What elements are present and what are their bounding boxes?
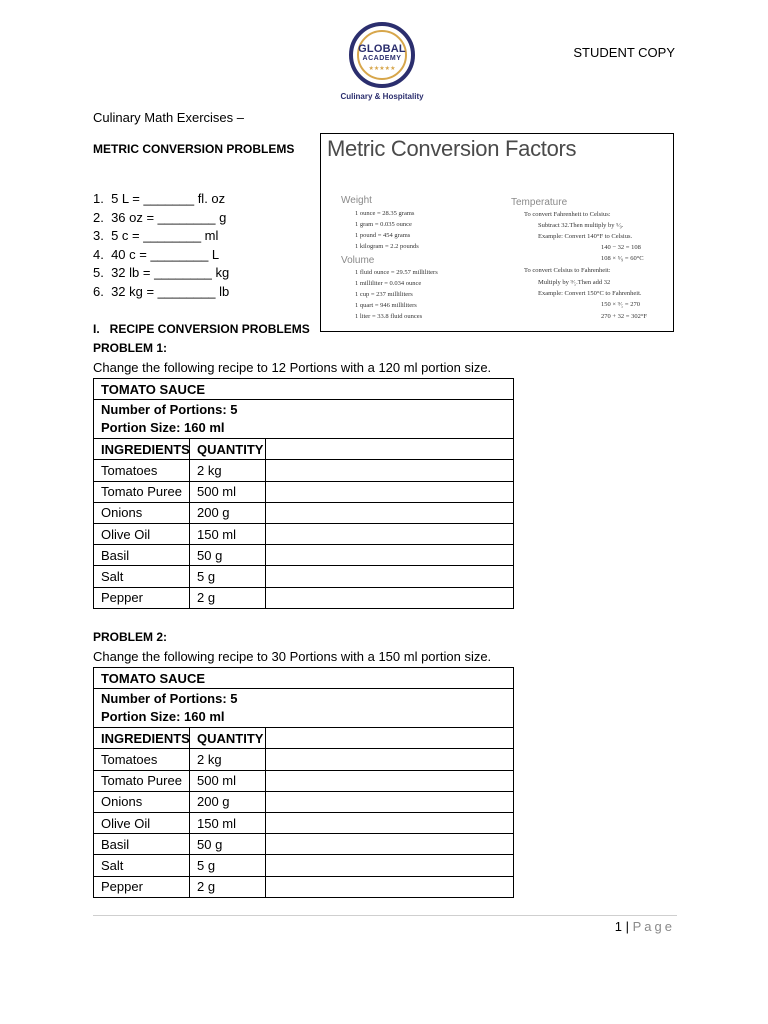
- ingredient-cell: Salt: [94, 566, 190, 587]
- factor-line: Subtract 32.Then multiply by ⁵⁄₉.: [538, 222, 624, 229]
- answer-cell[interactable]: [266, 876, 514, 897]
- answer-cell[interactable]: [266, 460, 514, 481]
- ingredient-cell: Tomatoes: [94, 460, 190, 481]
- conversion-factors-figure: [320, 133, 674, 332]
- answer-cell[interactable]: [266, 812, 514, 833]
- weight-heading: Weight: [341, 195, 372, 206]
- list-item: 5. 32 lb = ________ kg: [93, 265, 230, 281]
- problem-1-label: PROBLEM 1:: [93, 341, 168, 355]
- answer-cell[interactable]: [266, 855, 514, 876]
- answer-cell[interactable]: [266, 545, 514, 566]
- factor-line: 150 × ⁹⁄₅ = 270: [601, 301, 640, 308]
- quantity-cell: 5 g: [190, 566, 266, 587]
- ingredient-cell: Olive Oil: [94, 812, 190, 833]
- table-row: [94, 876, 514, 897]
- ingredient-cell: Olive Oil: [94, 523, 190, 544]
- recipe-table-1: [93, 378, 514, 609]
- recipe-yield: [94, 689, 514, 728]
- logo-line2: ACADEMY: [362, 55, 402, 62]
- factor-line: To convert Fahrenheit to Celsius:: [524, 211, 611, 218]
- recipe-section-heading: I. RECIPE CONVERSION PROBLEMS: [93, 322, 310, 336]
- problem-1-instruction: Change the following recipe to 12 Portions with a 120 ml portion size.: [93, 360, 492, 375]
- recipe-table-2: [93, 667, 514, 898]
- answer-cell[interactable]: [266, 502, 514, 523]
- portion-size: Portion Size: 160 ml: [101, 420, 225, 436]
- academy-logo: [340, 22, 424, 101]
- table-row: [94, 523, 514, 544]
- table-row: [94, 545, 514, 566]
- ingredient-cell: Pepper: [94, 876, 190, 897]
- answer-cell[interactable]: [266, 587, 514, 608]
- quantity-cell: 50 g: [190, 545, 266, 566]
- factor-line: 1 ounce = 28.35 grams: [355, 210, 415, 217]
- logo-stars: ★★★★★: [368, 66, 396, 72]
- ingredient-cell: Salt: [94, 855, 190, 876]
- logo-line1: GLOBAL: [358, 43, 406, 55]
- answer-cell[interactable]: [266, 728, 514, 749]
- quantity-cell: 150 ml: [190, 812, 266, 833]
- page-footer: [615, 919, 675, 934]
- table-row: [94, 587, 514, 608]
- page-label: Page: [632, 919, 675, 934]
- student-copy-label: STUDENT COPY: [573, 45, 675, 60]
- volume-heading: Volume: [341, 255, 375, 266]
- temperature-heading: Temperature: [511, 197, 568, 208]
- answer-cell[interactable]: [266, 834, 514, 855]
- table-row: [94, 791, 514, 812]
- table-row: [94, 770, 514, 791]
- page-number: 1: [614, 919, 622, 934]
- quantity-cell: 2 kg: [190, 460, 266, 481]
- quantity-cell: 500 ml: [190, 770, 266, 791]
- table-row: [94, 749, 514, 770]
- factor-line: 1 quart = 946 milliliters: [355, 302, 417, 309]
- answer-cell[interactable]: [266, 481, 514, 502]
- answer-cell[interactable]: [266, 791, 514, 812]
- table-row: [94, 502, 514, 523]
- factor-line: 270 + 32 = 302°F: [601, 313, 648, 320]
- column-header-quantity: QUANTITY: [190, 439, 266, 460]
- factors-title: Metric Conversion Factors: [327, 136, 577, 161]
- portion-size: Portion Size: 160 ml: [101, 709, 225, 725]
- list-item: 1. 5 L = _______ fl. oz: [93, 191, 226, 206]
- ingredient-cell: Tomatoes: [94, 749, 190, 770]
- document-title: Culinary Math Exercises –: [93, 110, 244, 125]
- recipe-title: TOMATO SAUCE: [94, 379, 514, 400]
- problem-2-instruction: Change the following recipe to 30 Portions with a 150 ml portion size.: [93, 649, 492, 664]
- factor-line: Example: Convert 140°F to Celsius.: [538, 233, 633, 240]
- ingredient-cell: Pepper: [94, 587, 190, 608]
- ingredient-cell: Onions: [94, 791, 190, 812]
- table-row: [94, 855, 514, 876]
- quantity-cell: 500 ml: [190, 481, 266, 502]
- factor-line: 1 kilogram = 2.2 pounds: [355, 243, 419, 250]
- factor-line: 1 gram = 0.035 ounce: [355, 221, 412, 228]
- factor-line: 140 − 32 = 108: [601, 244, 641, 251]
- table-row: [94, 566, 514, 587]
- factor-line: Example: Convert 150°C to Fahrenheit.: [538, 290, 642, 297]
- answer-cell[interactable]: [266, 770, 514, 791]
- portions-count: Number of Portions: 5: [101, 691, 238, 707]
- ingredient-cell: Onions: [94, 502, 190, 523]
- recipe-yield: [94, 400, 514, 439]
- logo-subtitle: Culinary & Hospitality: [340, 92, 424, 101]
- table-row: [94, 481, 514, 502]
- answer-cell[interactable]: [266, 523, 514, 544]
- table-row: [94, 812, 514, 833]
- factor-line: 1 pound = 454 grams: [355, 232, 411, 239]
- answer-cell[interactable]: [266, 566, 514, 587]
- problem-2-label: PROBLEM 2:: [93, 630, 168, 644]
- answer-cell[interactable]: [266, 439, 514, 460]
- factor-line: 1 fluid ounce = 29.57 milliliters: [355, 269, 438, 276]
- factor-line: To convert Celsius to Fahrenheit:: [524, 267, 611, 274]
- ingredient-cell: Basil: [94, 834, 190, 855]
- footer-divider: [93, 915, 677, 916]
- portions-count: Number of Portions: 5: [101, 402, 238, 418]
- metric-problem-list: [93, 190, 229, 302]
- column-header-ingredients: INGREDIENTS: [94, 439, 190, 460]
- list-item: 2. 36 oz = ________ g: [93, 209, 227, 225]
- quantity-cell: 2 g: [190, 876, 266, 897]
- table-row: [94, 834, 514, 855]
- ingredient-cell: Basil: [94, 545, 190, 566]
- quantity-cell: 2 g: [190, 587, 266, 608]
- list-item: 4. 40 c = ________ L: [93, 246, 220, 262]
- factor-line: 1 milliliter = 0.034 ounce: [355, 280, 422, 287]
- factor-line: Multiply by ⁹⁄₅.Then add 32: [538, 279, 611, 286]
- logo-badge: [349, 22, 415, 88]
- column-header-ingredients: INGREDIENTS: [94, 728, 190, 749]
- quantity-cell: 5 g: [190, 855, 266, 876]
- list-item: 6. 32 kg = ________ lb: [93, 283, 230, 299]
- recipe-title: TOMATO SAUCE: [94, 668, 514, 689]
- page-separator: |: [625, 919, 629, 934]
- ingredient-cell: Tomato Puree: [94, 770, 190, 791]
- column-header-quantity: QUANTITY: [190, 728, 266, 749]
- ingredient-cell: Tomato Puree: [94, 481, 190, 502]
- metric-section-heading: METRIC CONVERSION PROBLEMS: [93, 142, 295, 156]
- answer-cell[interactable]: [266, 749, 514, 770]
- quantity-cell: 2 kg: [190, 749, 266, 770]
- quantity-cell: 200 g: [190, 502, 266, 523]
- quantity-cell: 200 g: [190, 791, 266, 812]
- table-row: [94, 460, 514, 481]
- quantity-cell: 50 g: [190, 834, 266, 855]
- list-item: 3. 5 c = ________ ml: [93, 228, 219, 244]
- factor-line: 1 liter = 33.8 fluid ounces: [355, 313, 423, 320]
- quantity-cell: 150 ml: [190, 523, 266, 544]
- factor-line: 1 cup = 237 milliliters: [355, 291, 413, 298]
- factor-line: 108 × ⁵⁄₉ = 60°C: [601, 255, 644, 262]
